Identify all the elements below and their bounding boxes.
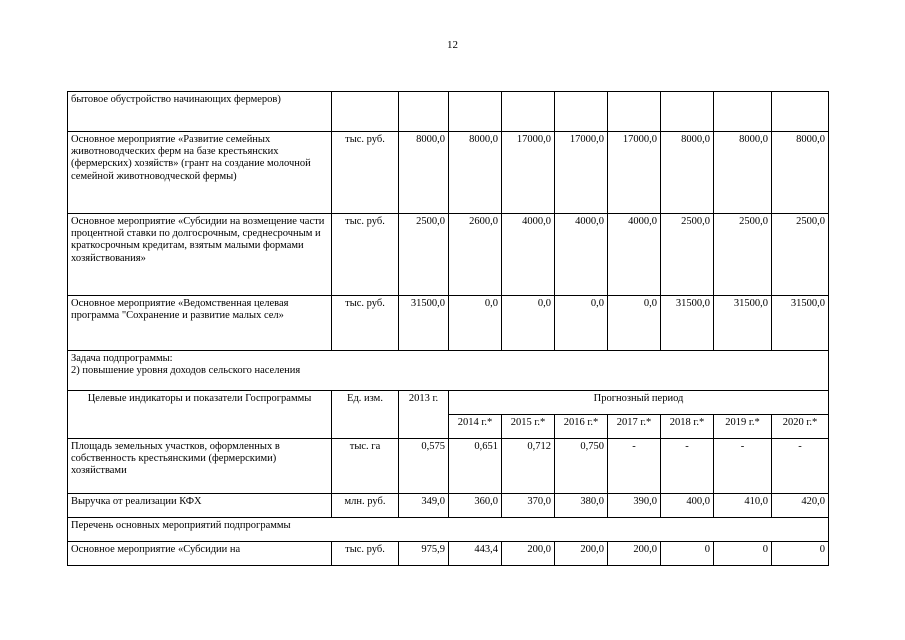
value-cell: 349,0 <box>399 494 449 518</box>
unit-cell: тыс. руб. <box>332 132 399 214</box>
value-cell: 2500,0 <box>399 214 449 296</box>
unit-cell: тыс. га <box>332 439 399 494</box>
value-cell: 2500,0 <box>714 214 772 296</box>
value-cell: 200,0 <box>608 542 661 566</box>
header-forecast: Прогнозный период <box>449 391 829 415</box>
value-cell: 380,0 <box>555 494 608 518</box>
value-cell: 31500,0 <box>714 296 772 351</box>
value-cell: 17000,0 <box>608 132 661 214</box>
subprogram-table <box>67 91 829 566</box>
unit-cell: тыс. руб. <box>332 296 399 351</box>
value-cell: 0,0 <box>608 296 661 351</box>
value-cell: 0,0 <box>555 296 608 351</box>
table-row <box>68 542 829 566</box>
page-number: 12 <box>447 39 458 51</box>
value-cell: 975,9 <box>399 542 449 566</box>
value-cell <box>608 92 661 132</box>
value-cell: 370,0 <box>502 494 555 518</box>
task-row <box>68 351 829 391</box>
value-cell: - <box>608 439 661 494</box>
header-row <box>68 391 829 415</box>
task-cell <box>68 351 829 391</box>
value-cell <box>502 92 555 132</box>
value-cell: 200,0 <box>502 542 555 566</box>
value-cell: 0,575 <box>399 439 449 494</box>
value-cell: 443,4 <box>449 542 502 566</box>
value-cell: 410,0 <box>714 494 772 518</box>
value-cell: 200,0 <box>555 542 608 566</box>
value-cell: 17000,0 <box>502 132 555 214</box>
value-cell: 390,0 <box>608 494 661 518</box>
task-text: 2) повышение уровня доходов сельского населения <box>71 365 301 377</box>
unit-cell: тыс. руб. <box>332 542 399 566</box>
value-cell: 31500,0 <box>661 296 714 351</box>
value-cell: 0,0 <box>502 296 555 351</box>
activity-name: Основное мероприятие «Развитие семейных животноводческих ферм на базе крестьянских (фермерских) хозяйств» (грант на создание молочной семейной животноводческой фермы) <box>68 132 332 214</box>
value-cell: 0 <box>661 542 714 566</box>
value-cell: 4000,0 <box>555 214 608 296</box>
indicator-name: Выручка от реализации КФХ <box>68 494 332 518</box>
header-year: 2015 г.* <box>502 415 555 439</box>
value-cell <box>555 92 608 132</box>
value-cell: 17000,0 <box>555 132 608 214</box>
header-year: 2016 г.* <box>555 415 608 439</box>
value-cell: 0 <box>772 542 829 566</box>
value-cell: 2500,0 <box>772 214 829 296</box>
value-cell: 8000,0 <box>399 132 449 214</box>
header-year: 2017 г.* <box>608 415 661 439</box>
activity-name: бытовое обустройство начинающих фермеров) <box>68 92 332 132</box>
value-cell: 4000,0 <box>502 214 555 296</box>
value-cell: 400,0 <box>661 494 714 518</box>
value-cell: - <box>661 439 714 494</box>
value-cell: 8000,0 <box>772 132 829 214</box>
unit-cell: млн. руб. <box>332 494 399 518</box>
value-cell: 31500,0 <box>772 296 829 351</box>
section-row <box>68 518 829 542</box>
unit-cell <box>332 92 399 132</box>
indicator-row <box>68 439 829 494</box>
table-row <box>68 92 829 132</box>
header-year: 2019 г.* <box>714 415 772 439</box>
header-year: 2014 г.* <box>449 415 502 439</box>
value-cell: - <box>714 439 772 494</box>
value-cell <box>449 92 502 132</box>
table-row <box>68 132 829 214</box>
value-cell <box>714 92 772 132</box>
value-cell: 4000,0 <box>608 214 661 296</box>
value-cell: 8000,0 <box>714 132 772 214</box>
header-year: 2020 г.* <box>772 415 829 439</box>
value-cell <box>661 92 714 132</box>
value-cell: 360,0 <box>449 494 502 518</box>
header-base-year: 2013 г. <box>399 391 449 439</box>
value-cell: 8000,0 <box>661 132 714 214</box>
value-cell: 2500,0 <box>661 214 714 296</box>
indicator-name: Площадь земельных участков, оформленных в собственность крестьянскими (фермерскими) хозяйствами <box>68 439 332 494</box>
value-cell: 0,750 <box>555 439 608 494</box>
value-cell: - <box>772 439 829 494</box>
header-indicators: Целевые индикаторы и показатели Госпрограммы <box>68 391 332 439</box>
value-cell: 0,651 <box>449 439 502 494</box>
value-cell: 8000,0 <box>449 132 502 214</box>
table-row <box>68 296 829 351</box>
value-cell <box>399 92 449 132</box>
task-title: Задача подпрограммы: <box>71 353 173 364</box>
activity-name: Основное мероприятие «Субсидии на возмещение части процентной ставки по долгосрочным, среднесрочным и краткосрочным кредитам, взятым малыми формами хозяйствования» <box>68 214 332 296</box>
unit-cell: тыс. руб. <box>332 214 399 296</box>
activities-heading: Перечень основных мероприятий подпрограммы <box>68 518 829 542</box>
table-row <box>68 214 829 296</box>
value-cell: 31500,0 <box>399 296 449 351</box>
value-cell: 0,0 <box>449 296 502 351</box>
activity-name: Основное мероприятие «Субсидии на <box>68 542 332 566</box>
value-cell <box>772 92 829 132</box>
indicator-row <box>68 494 829 518</box>
value-cell: 420,0 <box>772 494 829 518</box>
value-cell: 2600,0 <box>449 214 502 296</box>
header-unit: Ед. изм. <box>332 391 399 439</box>
value-cell: 0 <box>714 542 772 566</box>
activity-name: Основное мероприятие «Ведомственная целевая программа "Сохранение и развитие малых сел» <box>68 296 332 351</box>
header-year: 2018 г.* <box>661 415 714 439</box>
value-cell: 0,712 <box>502 439 555 494</box>
